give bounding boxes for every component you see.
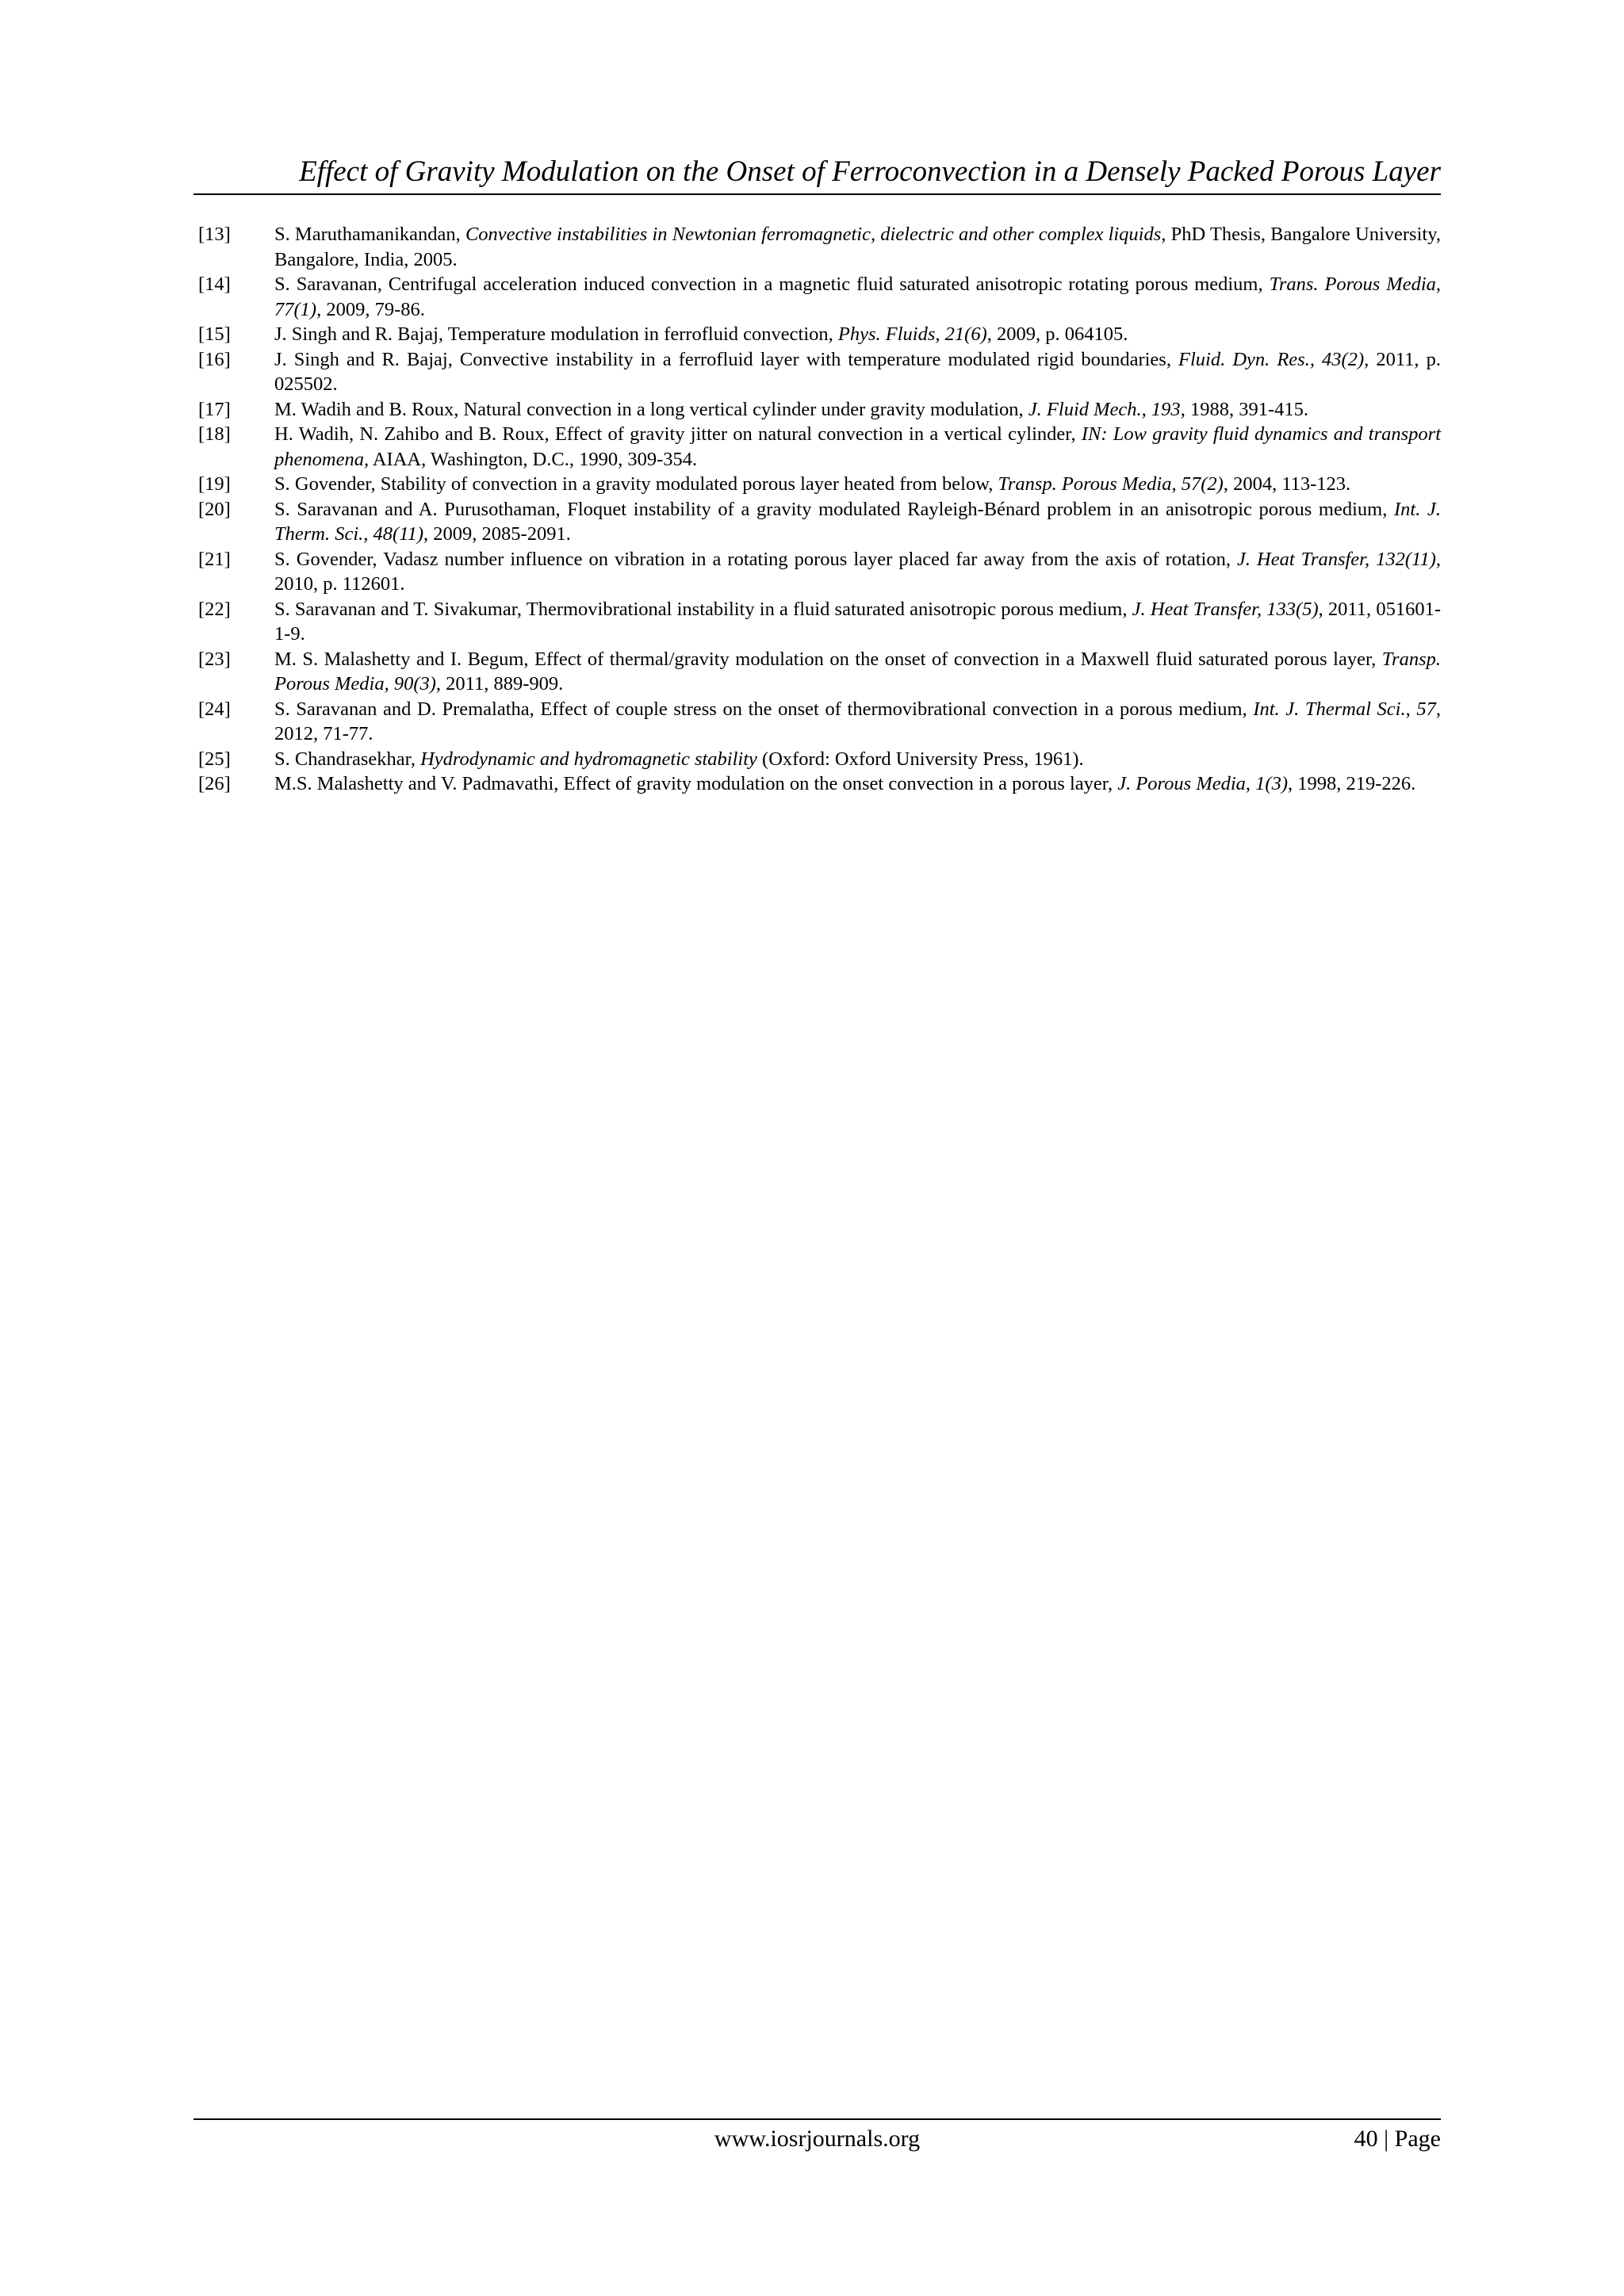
reference-italic-segment: Int. J. Thermal Sci. <box>1253 698 1406 720</box>
reference-italic-segment: 21(6) <box>944 323 987 345</box>
reference-segment: AIAA, Washington, D.C., 1990, 309-354. <box>369 448 698 470</box>
reference-text <box>274 748 1084 770</box>
reference-number: [17] <box>198 398 231 420</box>
reference-italic-segment: Convective instabilities in Newtonian ferromagnetic, dielectric and other complex liquids <box>465 224 1162 245</box>
reference-italic-segment: J. Porous Media <box>1117 773 1246 794</box>
reference-segment: S. Maruthamanikandan, <box>274 224 465 245</box>
reference-item <box>198 597 1441 647</box>
reference-segment: , 2010, p. 112601. <box>274 548 1441 595</box>
reference-italic-segment: Transp. Porous Media, 57(2) <box>998 473 1224 495</box>
reference-italic-segment: Transp. Porous Media, 90(3) <box>274 648 1441 695</box>
reference-segment: , <box>1245 773 1256 794</box>
reference-text <box>274 698 1441 745</box>
running-header-title: Effect of Gravity Modulation on the Onset of Ferroconvection in a Densely Packed Porous Layer <box>299 155 1441 188</box>
reference-segment: , 2004, 113-123. <box>1223 473 1351 495</box>
reference-text <box>274 274 1441 320</box>
reference-number: [25] <box>198 748 231 770</box>
reference-italic-segment: Int. J. Therm. Sci., 48(11) <box>274 498 1442 545</box>
reference-italic-segment: J. Fluid Mech., 193 <box>1028 398 1181 420</box>
reference-text <box>274 773 1415 794</box>
reference-number: [20] <box>198 498 231 520</box>
reference-number: [15] <box>198 323 231 345</box>
reference-italic-segment: Hydrodynamic and hydromagnetic stability <box>420 748 757 770</box>
reference-segment: , <box>1435 274 1441 295</box>
reference-segment: , 2011, 051601-1-9. <box>274 598 1441 645</box>
reference-text <box>274 599 1441 645</box>
reference-item <box>198 497 1441 547</box>
reference-number: [16] <box>198 348 231 370</box>
reference-text <box>274 323 1128 345</box>
reference-number: [22] <box>198 598 231 620</box>
reference-text <box>274 349 1441 396</box>
reference-segment: , <box>1405 698 1417 720</box>
reference-segment: , 1988, 391-415. <box>1180 398 1308 420</box>
reference-segment: J. Singh and R. Bajaj, Convective instability in a ferrofluid layer with temperature modulated rigid boundaries, <box>274 348 1179 370</box>
reference-segment: , 2009, 2085-2091. <box>423 523 571 545</box>
reference-italic-segment: J. Heat Transfer, 132(11) <box>1236 548 1436 570</box>
reference-number: [14] <box>198 274 231 295</box>
reference-number: [24] <box>198 698 231 720</box>
reference-segment: M.S. Malashetty and V. Padmavathi, Effect of gravity modulation on the onset convection in a porous layer, <box>274 773 1118 794</box>
reference-segment: S. Saravanan and D. Premalatha, Effect of couple stress on the onset of thermovibrational convection in a porous medium, <box>274 698 1254 720</box>
reference-item <box>198 472 1441 497</box>
reference-number: [18] <box>198 423 231 445</box>
reference-italic-segment: Fluid. Dyn. Res., 43(2), <box>1178 348 1369 370</box>
reference-segment: , 2009, 79-86. <box>316 298 425 320</box>
reference-segment: , 2012, 71-77. <box>274 698 1441 744</box>
reference-segment: M. S. Malashetty and I. Begum, Effect of thermal/gravity modulation on the onset of convection in a Maxwell fluid saturated porous layer, <box>274 648 1382 670</box>
reference-segment: S. Saravanan, Centrifugal acceleration induced convection in a magnetic fluid saturated anisotropic rotating porous medium, <box>274 274 1270 295</box>
reference-item <box>198 747 1441 772</box>
reference-number: [26] <box>198 773 231 794</box>
footer-rule <box>193 2118 1441 2120</box>
reference-text <box>274 473 1350 495</box>
reference-segment: M. Wadih and B. Roux, Natural convection in a long vertical cylinder under gravity modulation, <box>274 398 1028 420</box>
page-footer <box>193 2123 1441 2155</box>
reference-italic-segment: IN: Low gravity fluid dynamics and transport phenomena, <box>274 423 1441 470</box>
reference-text <box>274 399 1308 420</box>
reference-italic-segment: Phys. Fluids <box>837 323 936 345</box>
reference-text <box>274 499 1441 545</box>
reference-number: [23] <box>198 648 231 670</box>
reference-italic-segment: 77(1) <box>274 298 317 320</box>
reference-item <box>198 222 1441 272</box>
reference-item <box>198 422 1441 472</box>
reference-item <box>198 272 1441 322</box>
reference-item <box>198 347 1441 397</box>
journal-website-link[interactable]: www.iosrjournals.org <box>714 2126 921 2152</box>
reference-segment: S. Chandrasekhar, <box>274 748 421 770</box>
reference-segment: S. Saravanan and A. Purusothaman, Floquet instability of a gravity modulated Rayleigh-Bénard problem in an anisotropic porous medium, <box>274 498 1394 520</box>
reference-segment: S. Govender, Vadasz number influence on vibration in a rotating porous layer placed far away from the axis of rotation, <box>274 548 1237 570</box>
reference-list <box>198 222 1441 797</box>
reference-text <box>274 423 1441 470</box>
reference-segment: S. Govender, Stability of convection in a gravity modulated porous layer heated from below, <box>274 473 998 495</box>
reference-text <box>274 649 1441 695</box>
reference-number: [13] <box>198 224 231 245</box>
reference-segment: H. Wadih, N. Zahibo and B. Roux, Effect of gravity jitter on natural convection in a vertical cylinder, <box>274 423 1082 445</box>
reference-item <box>198 322 1441 347</box>
reference-segment: , 2011, 889-909. <box>435 673 564 695</box>
reference-italic-segment: 1(3) <box>1255 773 1288 794</box>
reference-italic-segment: J. Heat Transfer, 133(5) <box>1132 598 1319 620</box>
reference-number: [19] <box>198 473 231 495</box>
page-number: 40 | Page <box>1354 2126 1441 2152</box>
reference-item <box>198 397 1441 423</box>
reference-item <box>198 771 1441 797</box>
reference-segment: J. Singh and R. Bajaj, Temperature modulation in ferrofluid convection, <box>274 323 838 345</box>
reference-item <box>198 697 1441 747</box>
reference-segment: , 1998, 219-226. <box>1288 773 1416 794</box>
reference-segment: , 2009, p. 064105. <box>986 323 1128 345</box>
reference-number: [21] <box>198 548 231 570</box>
header-rule <box>193 193 1441 195</box>
reference-segment: S. Saravanan and T. Sivakumar, Thermovibrational instability in a fluid saturated anisotropic porous medium, <box>274 598 1132 620</box>
reference-segment: , PhD Thesis, Bangalore University, Bangalore, India, 2005. <box>274 224 1441 270</box>
reference-italic-segment: Trans. Porous Media <box>1269 274 1436 295</box>
reference-segment: (Oxford: Oxford University Press, 1961). <box>756 748 1084 770</box>
reference-text <box>274 224 1441 270</box>
reference-segment: , <box>935 323 945 345</box>
reference-italic-segment: 57 <box>1416 698 1436 720</box>
reference-segment: 2011, p. 025502. <box>274 348 1442 395</box>
reference-text <box>274 549 1441 595</box>
reference-item <box>198 647 1441 697</box>
reference-item <box>198 547 1441 597</box>
